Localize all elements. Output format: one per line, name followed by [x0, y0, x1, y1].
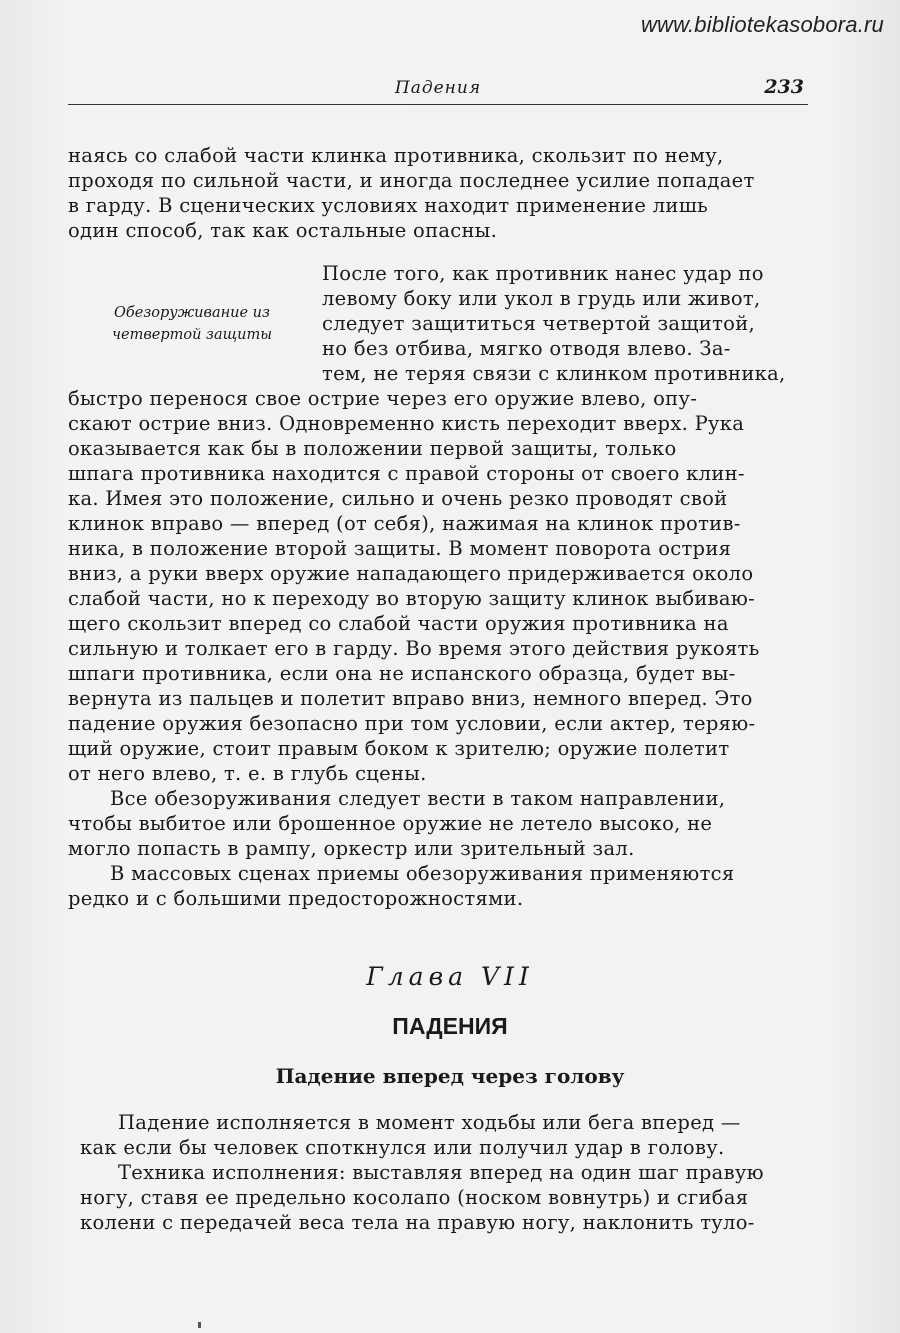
text-line: колени с передачей веса тела на правую ногу, наклонить туло- [80, 1211, 755, 1234]
text-line: как если бы человек споткнулся или получил удар в голову. [80, 1136, 725, 1159]
text-line: проходя по сильной части, и иногда последнее усилие попадает [68, 169, 755, 192]
text-line: В массовых сценах приемы обезоруживания применяются [110, 862, 735, 885]
text-line: чтобы выбитое или брошенное оружие не летело высоко, не [68, 812, 713, 835]
text-line: Все обезоруживания следует вести в таком направлении, [110, 787, 726, 810]
text-line: наясь со слабой части клинка противника, скользит по нему, [68, 144, 724, 167]
text-line: вниз, а руки вверх оружие нападающего придерживается около [68, 562, 754, 585]
text-line: от него влево, т. е. в глубь сцены. [68, 762, 427, 785]
text-line: слабой части, но к переходу во вторую защиту клинок выбиваю- [68, 587, 756, 610]
text-line: редко и с большими предосторожностями. [68, 887, 524, 910]
chapter-label: Глава VII [366, 962, 534, 991]
text-line: ногу, ставя ее предельно косолапо (носком вовнутрь) и сгибая [80, 1186, 749, 1209]
text-line: тем, не теряя связи с клинком противника, [322, 362, 786, 385]
text-line: в гарду. В сценических условиях находит применение лишь [68, 194, 709, 217]
margin-note-line: Обезоруживание из [114, 305, 270, 321]
text-line: Техника исполнения: выставляя вперед на один шаг правую [118, 1161, 764, 1184]
text-line: щего скользит вперед со слабой части оружия противника на [68, 612, 729, 635]
text-line: После того, как противник нанес удар по [322, 262, 764, 285]
text-line: сильную и толкает его в гарду. Во время этого действия рукоять [68, 637, 760, 660]
text-line: левому боку или укол в грудь или живот, [322, 287, 761, 310]
chapter-title: ПАДЕНИЯ [392, 1013, 508, 1039]
text-line: шпага противника находится с правой стороны от своего клин- [68, 462, 745, 485]
text-line: клинок вправо — вперед (от себя), нажимая на клинок против- [68, 512, 741, 535]
running-header [68, 74, 808, 105]
text-line: вернута из пальцев и полетит вправо вниз, немного вперед. Это [68, 687, 753, 710]
scan-mark [198, 1322, 201, 1328]
text-line: быстро перенося свое острие через его оружие влево, опу- [68, 387, 698, 410]
text-line: ка. Имея это положение, сильно и очень резко проводят свой [68, 487, 728, 510]
text-line: шпаги противника, если она не испанского образца, будет вы- [68, 662, 736, 685]
margin-note [92, 302, 292, 346]
text-line: оказывается как бы в положении первой защиты, только [68, 437, 677, 460]
margin-note-line: четвертой защиты [111, 327, 273, 343]
text-line: Падение исполняется в момент ходьбы или бега вперед — [118, 1111, 741, 1134]
subsection-title: Падение вперед через голову [275, 1064, 625, 1088]
text-line: могло попасть в рампу, оркестр или зрительный зал. [68, 837, 635, 860]
running-title: Падения [394, 78, 482, 98]
text-line: падение оружия безопасно при том условии, если актер, теряю- [68, 712, 756, 735]
page-number: 233 [764, 76, 804, 98]
text-line: скают острие вниз. Одновременно кисть переходит вверх. Рука [68, 412, 745, 435]
text-line: следует защититься четвертой защитой, [322, 312, 756, 335]
text-line: щий оружие, стоит правым боком к зрителю; оружие полетит [68, 737, 730, 760]
text-line: но без отбива, мягко отводя влево. За- [322, 337, 731, 360]
text-line: один способ, так как остальные опасны. [68, 219, 498, 242]
site-watermark: www.bibliotekasobora.ru [640, 12, 884, 37]
text-line: ника, в положение второй защиты. В момент поворота острия [68, 537, 732, 560]
